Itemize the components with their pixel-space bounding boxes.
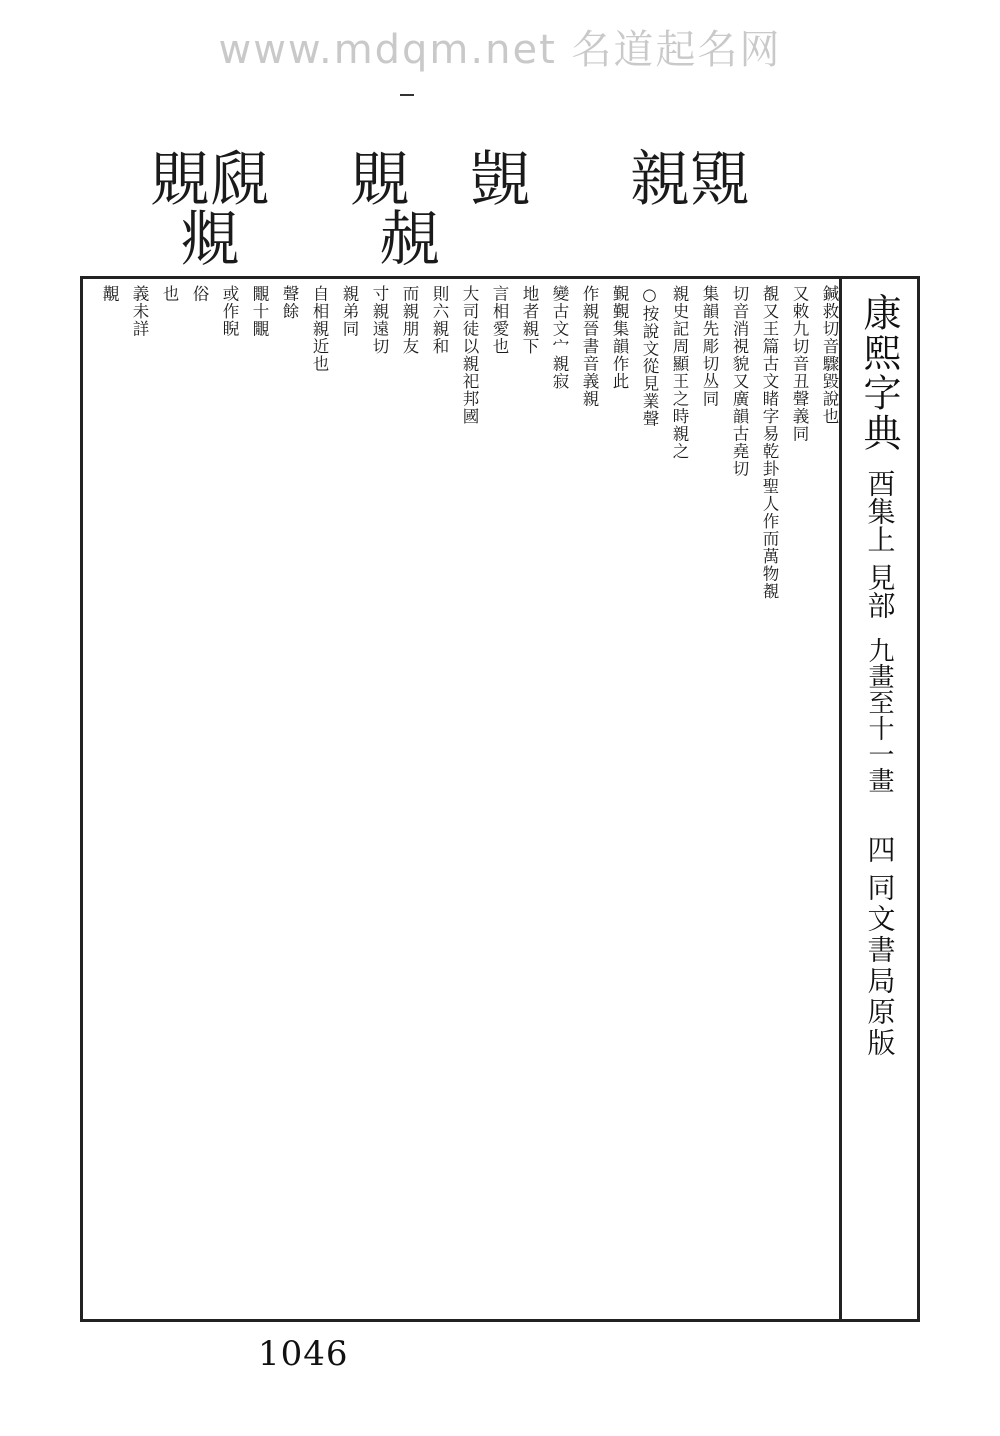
text-column: ○按說文從見業聲 (640, 285, 659, 428)
text-column: 集韻先彫切丛同 (700, 285, 719, 408)
book-title: 康熙字典 (857, 293, 901, 453)
seal-char-1: 親 (630, 145, 690, 215)
text-column: 自相親近也 (310, 285, 329, 373)
seal-char-4: 覞 (350, 145, 410, 215)
text-column: 覲覲集韻作此 (610, 285, 629, 390)
text-column: 親弟同 (340, 285, 359, 338)
seal-char-5: 覛 (210, 145, 270, 215)
page-margin-header (839, 279, 917, 1319)
section-label: 酉集上 (863, 469, 897, 553)
text-column: 義未詳 (130, 285, 149, 338)
page-number: 1046 (258, 1334, 349, 1374)
text-column: 大司徒以親祀邦國 (460, 285, 479, 425)
text-column: 或作睨 (220, 285, 239, 338)
text-column: 親史記周顯王之時親之 (670, 285, 689, 460)
text-column: 言相愛也 (490, 285, 509, 355)
seal-script-header (150, 145, 770, 275)
text-column: 則六親和 (430, 285, 449, 355)
publisher-label: 同文書局原版 (863, 873, 897, 1059)
seal-char-6: 覞 (150, 145, 210, 215)
stroke-count-label: 九畫至十一畫 (864, 637, 894, 793)
text-column: 俗 (190, 285, 209, 303)
watermark: www.mdqm.net 名道起名网 (218, 27, 782, 73)
text-column: 地者親下 (520, 285, 539, 355)
page-tick-mark (400, 94, 414, 96)
text-column: 切音消視貌又廣韻古堯切 (730, 285, 749, 478)
text-column: 也 (160, 285, 179, 303)
text-column: 覯 (100, 285, 119, 303)
text-column: 覵十覵 (250, 285, 269, 338)
radical-label: 見部 (863, 563, 897, 619)
dictionary-page-frame (80, 276, 920, 1322)
text-column: 而親朋友 (400, 285, 419, 355)
text-column: 鍼救切音驟毀說也 (820, 285, 839, 425)
text-column: 聲餘 (280, 285, 299, 320)
dictionary-text-body (83, 279, 842, 1319)
seal-char-7: 覜 (180, 205, 240, 275)
text-column: 作親晉書音義親 (580, 285, 599, 408)
text-column: 寸親遠切 (370, 285, 389, 355)
text-column: 變古文宀親寂 (550, 285, 569, 390)
seal-char-3: 覬 (470, 145, 530, 215)
text-column: 又敕九切音丑聲義同 (790, 285, 809, 443)
seal-char-2: 覭 (690, 145, 750, 215)
volume-number: 四 (863, 835, 897, 863)
text-column: 覩又王篇古文睹字易乾卦聖人作而萬物覩 (760, 285, 779, 600)
seal-char-8: 䚂 (380, 205, 440, 275)
